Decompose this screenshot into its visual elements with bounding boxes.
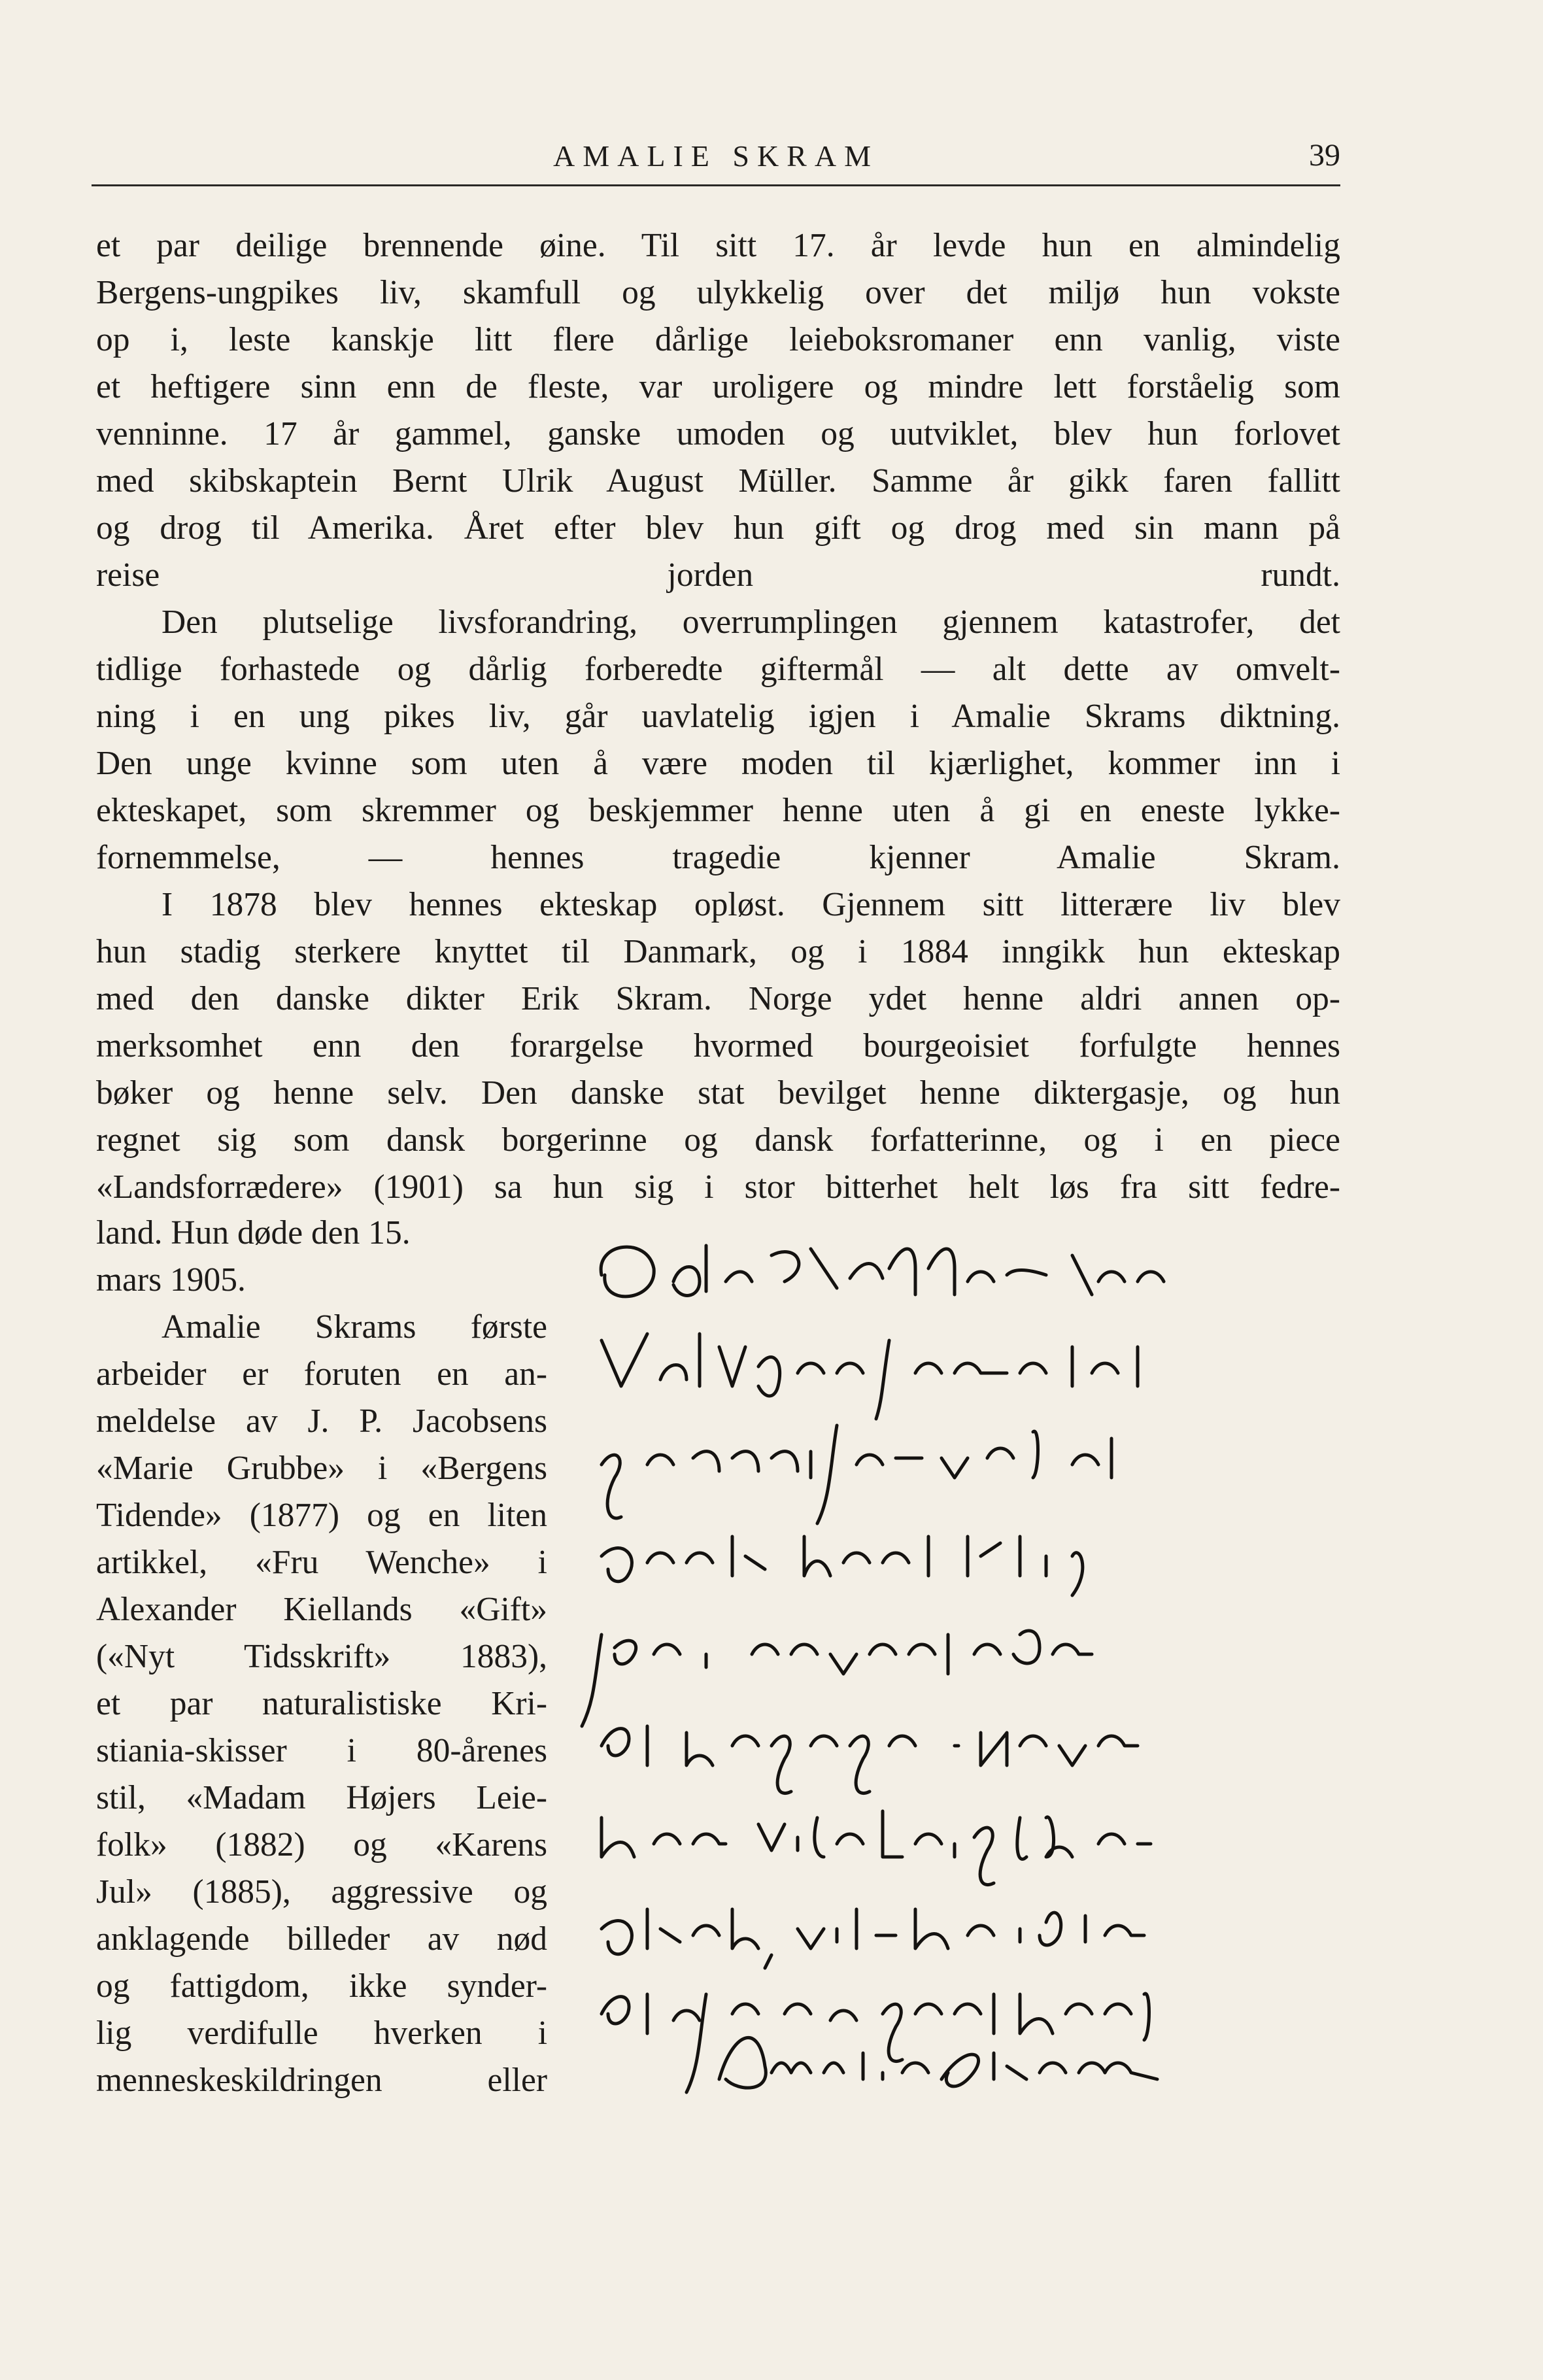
text-line: reise jorden rundt.	[96, 556, 1340, 594]
text-line: et heftigere sinn enn de fleste, var uroligere og mindre lett forståelig som	[96, 368, 1340, 405]
text-line: venninne. 17 år gammel, ganske umoden og uutviklet, blev hun forlovet	[96, 415, 1340, 452]
page-header	[92, 132, 1340, 186]
text-line: Tidende» (1877) og en liten	[96, 1497, 547, 1534]
text-line: bøker og henne selv. Den danske stat bevilget henne diktergasje, og hun	[96, 1074, 1340, 1112]
text-line: hun stadig sterkere knyttet til Danmark, og i 1884 inngikk hun ekteskap	[96, 933, 1340, 970]
text-line: lig verdifulle hverken i	[96, 2014, 547, 2052]
text-line: et par naturalistiske Kri-	[96, 1685, 547, 1722]
text-line: ekteskapet, som skremmer og beskjemmer henne uten å gi en eneste lykke-	[96, 792, 1340, 829]
text-line: merksomhet enn den forargelse hvormed bourgeoisiet forfulgte hennes	[96, 1027, 1340, 1064]
text-line: Den plutselige livsforandring, overrumplingen gjennem katastrofer, det	[161, 604, 1340, 641]
text-line: folk» (1882) og «Karens	[96, 1826, 547, 1863]
text-line: og drog til Amerika. Året efter blev hun gift og drog med sin mann på	[96, 509, 1340, 547]
text-line: Amalie Skrams første	[161, 1308, 547, 1346]
text-line: Den unge kvinne som uten å være moden til kjærlighet, kommer inn i	[96, 745, 1340, 782]
text-line: og fattigdom, ikke synder-	[96, 1967, 547, 2005]
text-line: I 1878 blev hennes ekteskap opløst. Gjennem sitt litterære liv blev	[161, 886, 1340, 923]
text-line: stil, «Madam Højers Leie-	[96, 1779, 547, 1816]
text-line: land. Hun døde den 15.	[96, 1214, 411, 1251]
text-line: «Marie Grubbe» i «Bergens	[96, 1450, 547, 1487]
text-line: op i, leste kanskje litt flere dårlige leieboksromaner enn vanlig, viste	[96, 321, 1340, 358]
text-line: meldelse av J. P. Jacobsens	[96, 1402, 547, 1440]
text-line: et par deilige brennende øine. Til sitt 17. år levde hun en almindelig	[96, 227, 1340, 264]
text-line: Alexander Kiellands «Gift»	[96, 1591, 547, 1628]
text-line: arbeider er foruten en an-	[96, 1355, 547, 1393]
text-line: Jul» (1885), aggressive og	[96, 1873, 547, 1911]
text-line: med den danske dikter Erik Skram. Norge ydet henne aldri annen op-	[96, 980, 1340, 1017]
text-line: stiania-skisser i 80-årenes	[96, 1732, 547, 1769]
text-line: regnet sig som dansk borgerinne og dansk forfatterinne, og i en piece	[96, 1121, 1340, 1159]
text-line: ning i en ung pikes liv, går uavlatelig igjen i Amalie Skrams diktning.	[96, 698, 1340, 735]
text-line: anklagende billeder av nød	[96, 1920, 547, 1958]
text-line: Bergens-ungpikes liv, skamfull og ulykkelig over det miljø hun vokste	[96, 274, 1340, 311]
handwriting-facsimile	[575, 1229, 1340, 2105]
text-line: «Landsforrædere» (1901) sa hun sig i stor bitterhet helt løs fra sitt fedre-	[96, 1168, 1340, 1206]
text-line: med skibskaptein Bernt Ulrik August Müller. Samme år gikk faren fallitt	[96, 462, 1340, 500]
text-line: («Nyt Tidsskrift» 1883),	[96, 1638, 547, 1675]
page-number: 39	[1309, 138, 1340, 173]
running-title: AMALIE SKRAM	[553, 139, 879, 173]
text-line: fornemmelse, — hennes tragedie kjenner Amalie Skram.	[96, 839, 1340, 876]
text-line: artikkel, «Fru Wenche» i	[96, 1544, 547, 1581]
body-text	[96, 222, 1340, 1211]
handwriting-drawing	[575, 1229, 1340, 2105]
text-line: menneskeskildringen eller	[96, 2062, 547, 2099]
narrow-column-text	[96, 1210, 547, 2104]
text-line: tidlige forhastede og dårlig forberedte giftermål — alt dette av omvelt-	[96, 651, 1340, 688]
text-line: mars 1905.	[96, 1261, 246, 1299]
